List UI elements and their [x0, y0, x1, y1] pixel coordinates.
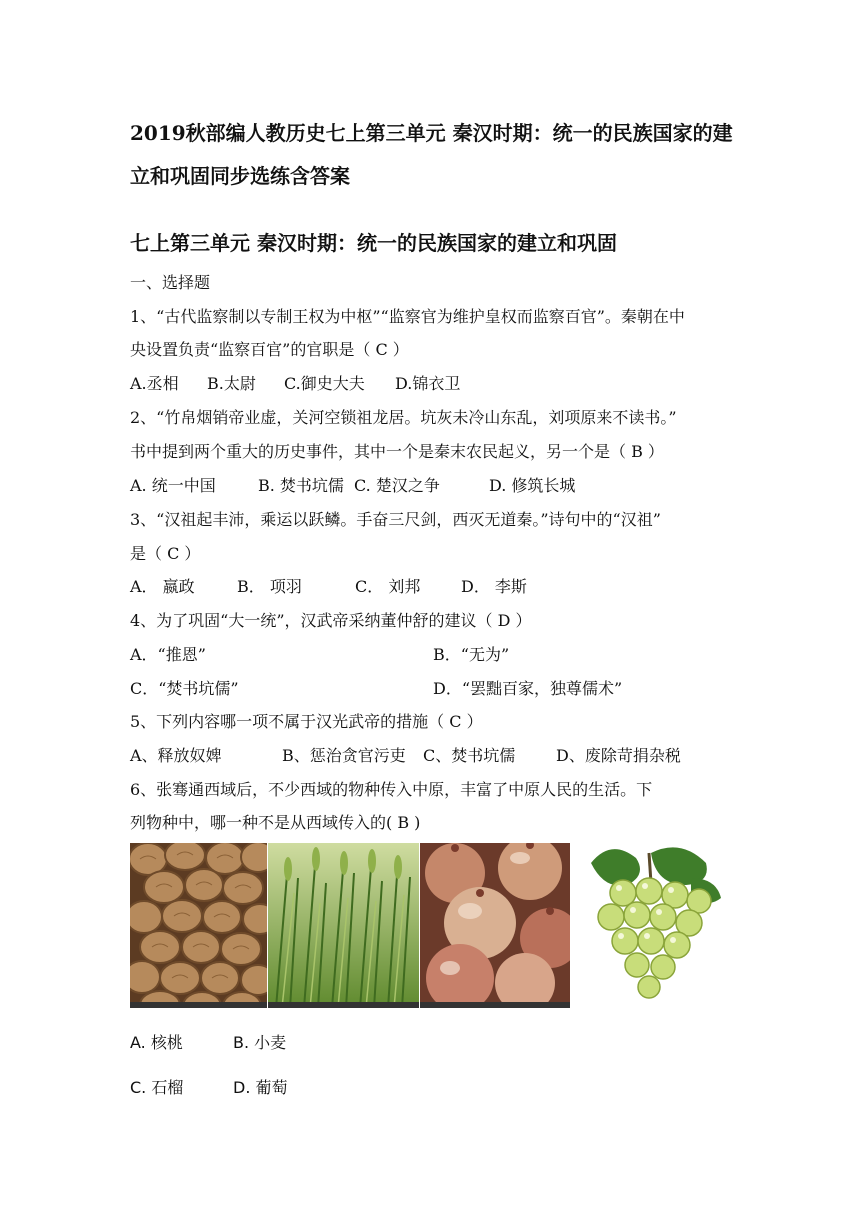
- q5-option-a: A、释放奴婢: [130, 746, 222, 765]
- q6-option-a: A. 核桃: [130, 1033, 183, 1052]
- question-1-line-2: 央设置负责“监察百官”的官职是（ C ）: [130, 340, 409, 359]
- q1-option-d: D.锦衣卫: [395, 374, 461, 393]
- q5-option-d: D、废除苛捐杂税: [556, 746, 681, 765]
- question-6-line-2: 列物种中，哪一种不是从西域传入的( B ): [130, 813, 421, 832]
- q2-option-d: D. 修筑长城: [489, 476, 576, 495]
- q3-option-a: A． 嬴政: [130, 577, 195, 596]
- q3-option-c: C． 刘邦: [355, 577, 421, 596]
- part-heading: 一、选择题: [130, 273, 211, 292]
- section-title: 七上第三单元 秦汉时期：统一的民族国家的建立和巩固: [130, 231, 617, 255]
- question-4-line-1: 4、为了巩固“大一统”，汉武帝采纳董仲舒的建议（ D ）: [130, 611, 532, 630]
- walnut-image: [130, 843, 267, 1008]
- q6-option-b: B. 小麦: [233, 1033, 287, 1052]
- grape-image: [571, 843, 729, 1008]
- doc-title-line-2: 立和巩固同步选练含答案: [130, 164, 350, 188]
- wheat-image: [268, 843, 419, 1008]
- question-2-line-2: 书中提到两个重大的历史事件，其中一个是秦末农民起义，另一个是（ B ）: [130, 442, 664, 461]
- q4-option-a: A．“推恩”: [130, 645, 206, 664]
- q2-option-b: B. 焚书坑儒: [258, 476, 344, 495]
- q3-option-d: D． 李斯: [461, 577, 527, 596]
- question-5-line-1: 5、下列内容哪一项不属于汉光武帝的措施（ C ）: [130, 712, 483, 731]
- q1-option-c: C.御史大夫: [284, 374, 365, 393]
- q3-option-b: B． 项羽: [237, 577, 302, 596]
- q1-option-b: B.太尉: [207, 374, 256, 393]
- q4-option-c: C．“焚书坑儒”: [130, 679, 239, 698]
- q5-option-b: B、惩治贪官污吏: [282, 746, 406, 765]
- q2-option-a: A. 统一中国: [130, 476, 216, 495]
- question-6-line-1: 6、张骞通西域后，不少西域的物种传入中原，丰富了中原人民的生活。下: [130, 780, 653, 799]
- q5-option-c: C、焚书坑儒: [423, 746, 516, 765]
- q4-option-d: D．“罢黜百家，独尊儒术”: [433, 679, 623, 698]
- question-1-line-1: 1、“古代监察制以专制王权为中枢”“监察官为维护皇权而监察百官”。秦朝在中: [130, 307, 685, 326]
- q6-option-c: C. 石榴: [130, 1078, 184, 1097]
- q6-option-d: D. 葡萄: [233, 1078, 288, 1097]
- question-3-line-1: 3、“汉祖起丰沛，乘运以跃鳞。手奋三尺剑，西灭无道秦。”诗句中的“汉祖”: [130, 510, 661, 529]
- pomegranate-image: [420, 843, 570, 1008]
- doc-title-line-1: 2019秋部编人教历史七上第三单元 秦汉时期：统一的民族国家的建: [130, 121, 733, 145]
- question-2-line-1: 2、“竹帛烟销帝业虚，关河空锁祖龙居。坑灰未冷山东乱，刘项原来不读书。”: [130, 408, 677, 427]
- q4-option-b: B．“无为”: [433, 645, 510, 664]
- q1-option-a: A.丞相: [130, 374, 179, 393]
- question-3-line-2: 是（ C ）: [130, 544, 201, 563]
- q2-option-c: C. 楚汉之争: [354, 476, 440, 495]
